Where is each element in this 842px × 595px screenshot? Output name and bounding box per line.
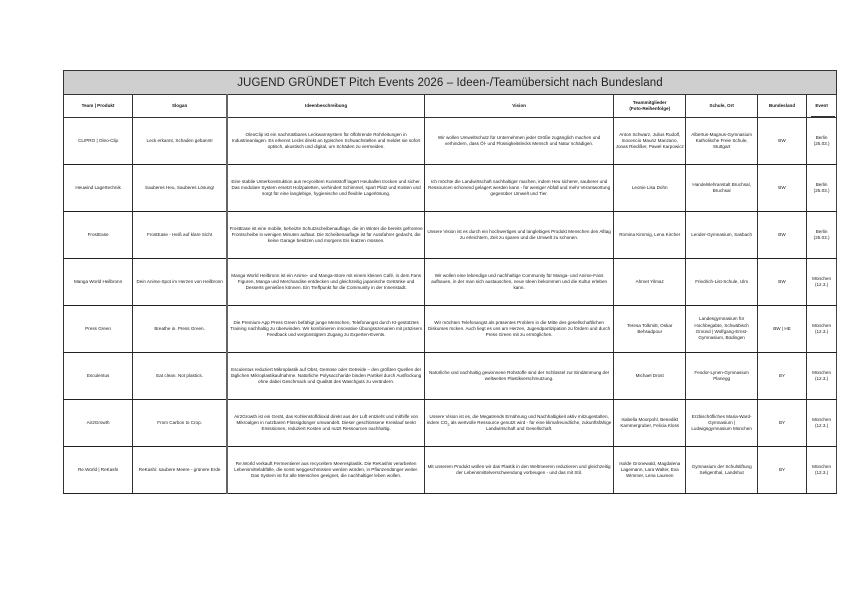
event-city: München [812, 416, 832, 422]
cell-vision: Natürliche und nachhaltig gewonnene Rohstoffe sind der Schlüssel zur Eindämmung der weltweiten Plastikverschmutzung. [425, 353, 614, 400]
cell-slogan: Dein Anime-Spot im Herzen von Heilbronn [133, 259, 227, 306]
cell-description: FrostEase ist eine mobile, beheizte Schutzscheibenauflage, die im Winter die bereits gefrorene Frontscheibe in wenigen Minuten auftaut. Die Scheibenauflage ist für Autofahrer gedacht, die keine Garage besitzen und morgens Eis kratzen müssen. [227, 212, 425, 259]
header-event: Event [807, 95, 837, 118]
cell-vision: Wir möchten Telefonangst als präsentes Problem in die Mitte des gesellschaftlichen Diskurses rücken. Auch liegt es uns am Herzen, Jugendpartizipation zu fördern und durch Press Green mit zu ermöglichen. [425, 306, 614, 353]
event-date: (25.03.) [813, 188, 830, 193]
cell-school: Handelslehranstalt Bruchsal, Bruchsal [686, 165, 757, 212]
header-members-line2: (Foto-Reihenfolge) [629, 106, 671, 111]
cell-state: BY [757, 400, 806, 447]
cell-event [807, 400, 837, 447]
event-date: (12.3.) [814, 423, 829, 428]
cell-state: BY [757, 353, 806, 400]
vision-text-pre: Unsere Vision ist es, die Megatrends Ernährung und Nachhaltigkeit aktiv mitzugestalten, indem CO [426, 413, 609, 425]
event-date: (12.3.) [814, 470, 829, 475]
cell-school: Friedrich-List-Schule, Ulm [686, 259, 757, 306]
header-state: Bundesland [757, 95, 806, 118]
event-date: (12.3.) [814, 329, 829, 334]
cell-vision [425, 400, 614, 447]
cell-members: Teresa Tolkmitt, Oskar Behsadpour [614, 306, 686, 353]
header-vision: Vision [425, 95, 614, 118]
event-date: (25.03.) [813, 141, 830, 146]
header-members [614, 95, 686, 118]
vision-subscript: 2 [447, 422, 450, 427]
header-team: Team | Produkt [64, 95, 133, 118]
cell-members: Michael Drost [614, 353, 686, 400]
document-title: JUGEND GRÜNDET Pitch Events 2026 – Ideen-/Teamübersicht nach Bundesland [64, 71, 837, 95]
cell-team: Manga World Heilbronn [64, 259, 133, 306]
event-city: München [812, 369, 832, 375]
cell-state: BW [757, 212, 806, 259]
cell-description: Manga World Heilbronn ist ein Anime- und Manga-Store mit einem kleinen Café, in dem Fans Figuren, Manga und Merchandise entdecken und gleichzeitig japanische Getränke und Desserts genießen können. Ein Treffpunkt für die Community in der Innenstadt. [227, 259, 425, 306]
table-edge-line [811, 116, 835, 117]
cell-description: Air2Growth ist ein Gerät, das Kohlenstoffdioxid direkt aus der Luft entzieht und mithilfe von Mikroalgen in nutzbaren Flüssigdünger umwandelt. Dieser geschlossene Kreislauf senkt Emissionen, reduziert Kosten und nutzt Ressourcen nachhaltig. [227, 400, 425, 447]
header-description: Ideenbeschreibung [227, 95, 425, 118]
event-date: (12.3.) [814, 376, 829, 381]
cell-slogan: FrostEase - Heiß auf klare Sicht [133, 212, 227, 259]
event-city: München [812, 463, 832, 469]
cell-slogan: Sauberes Heu, Sauberes Lösung! [133, 165, 227, 212]
cell-school: Landesgymnasium für Hochbegabte, Schwäbisch Gmünd | Wolfgang-Ernst-Gymnasium, Büdingen [686, 306, 757, 353]
header-school: Schule, Ort [686, 95, 757, 118]
cell-slogan: Eat clean. Not plastics. [133, 353, 227, 400]
cell-members: Isolde Gronewald, Magdalena Lagemann, Lara Walter, Eva Wimmer, Lena Laumen [614, 447, 686, 494]
header-members-line1: Teammitglieder [632, 99, 667, 105]
cell-school: Albertus-Magnus-Gymnasium Katholische Freie Schule, Stuttgart [686, 118, 757, 165]
cell-event [807, 306, 837, 353]
table-row [64, 353, 837, 400]
cell-team: Esculentus [64, 353, 133, 400]
table-row [64, 259, 837, 306]
cell-state: BW [757, 118, 806, 165]
cell-state: BW | HE [757, 306, 806, 353]
table-row [64, 165, 837, 212]
cell-event [807, 118, 837, 165]
event-date: (12.3.) [814, 282, 829, 287]
header-row [64, 95, 837, 118]
event-city: Berlin [815, 181, 828, 187]
cell-vision: Wir wollen Umweltschutz für Unternehmen jeder Größe zugänglich machen und verhindern, dass Öl- und Flüssigkeitslecks Mensch und Natur schädigen. [425, 118, 614, 165]
cell-state: BW [757, 165, 806, 212]
cell-members: Romina Kimmig, Lena Kircher [614, 212, 686, 259]
event-city: Berlin [815, 134, 828, 140]
pitch-overview-sheet [63, 70, 837, 494]
cell-vision: Mit unserem Produkt wollen wir das Plastik in den Weltmeeren reduzieren und gleichzeitig der Lebensmittelverschwendung vorbeugen - und das mit Stil. [425, 447, 614, 494]
cell-description: Re.World verkauft Fermentierer aus recyceltem Meeresplastik. Die ReKashis verarbeiten Lebensmittelabfälle, die sonst weggeschmissen werden würden, in Pflanzendünger weiter. Das System ist für alle Menschen geeignet, die nachhaltiger leben wollen. [227, 447, 425, 494]
event-city: Berlin [815, 228, 828, 234]
table-row [64, 400, 837, 447]
cell-team: Press Green [64, 306, 133, 353]
cell-slogan: From Carbon to Crop. [133, 400, 227, 447]
cell-description: Esculentus reduziert Mikroplastik auf Obst, Gemüse oder Getreide – den größten Quellen der täglichen Mikroplastikaufnahme. Natürliche Polysaccharide binden Partikel durch Ausflockung ohne dabei Geschmack und Qualität des Waschguts zu verändern. [227, 353, 425, 400]
cell-event [807, 165, 837, 212]
cell-slogan: ReKashi: saubere Meere - grünere Erde [133, 447, 227, 494]
event-date: (25.03.) [813, 235, 830, 240]
team-overview-table [63, 70, 837, 494]
cell-team: Heuwind Lagertechnik [64, 165, 133, 212]
table-row [64, 118, 837, 165]
cell-school: Gymnasium der Schulstiftung Seligenthal, Landshut [686, 447, 757, 494]
table-row [64, 306, 837, 353]
cell-team: Air2Growth [64, 400, 133, 447]
cell-event [807, 353, 837, 400]
cell-school: Feodor-Lynen-Gymnasium Planegg [686, 353, 757, 400]
cell-state: BY [757, 447, 806, 494]
cell-team: FrostEase [64, 212, 133, 259]
cell-event [807, 259, 837, 306]
cell-description: Die Premium-App Press Green befähigt junge Menschen, Telefonangst durch KI-gestütztes Training nachhaltig zu überwinden. Wir kombinieren innovative Übungsszenarien mit präzisem Feedback und vergünstigtem Zugang zu Experten-Events. [227, 306, 425, 353]
cell-slogan: Breathe in. Press Green. [133, 306, 227, 353]
table-row [64, 447, 837, 494]
table-row [64, 212, 837, 259]
cell-team: Re.World | ReKashi [64, 447, 133, 494]
cell-members: Anton Schwarz, Julius Rudolf, Inocencio Maunz Manzano, Jonas Riedißer, Pawel Karpowicz [614, 118, 686, 165]
cell-members: Leonie Lisa Dohn [614, 165, 686, 212]
event-city: München [812, 275, 832, 281]
event-city: München [812, 322, 832, 328]
cell-school: Erzbischöfliches Maria-Ward-Gymnasium | Ludwigsgymnasium München [686, 400, 757, 447]
header-slogan: Slogan [133, 95, 227, 118]
cell-school: Lender-Gymnasium, Sasbach [686, 212, 757, 259]
cell-state: BW [757, 259, 806, 306]
cell-vision: Unsere Vision ist es durch ein hochwertiges und langlebiges Produkt Menschen den Alltag zu erleichtern, Zeit zu sparen und die Umwelt zu schonen. [425, 212, 614, 259]
cell-team: CLIPRO | Oleo-Clip [64, 118, 133, 165]
cell-members: Isabella Moorpohl, Benedikt Kammergruber, Felicia Kloss [614, 400, 686, 447]
cell-event [807, 447, 837, 494]
cell-slogan: Leck erkannt, Schaden gebannt! [133, 118, 227, 165]
cell-vision: Ich möchte die Landwirtschaft nachhaltiger machen, indem Heu sicherer, sauberer und Ressourcen schonend gelagert werden kann - für weniger Abfall und mehr Verantwortung gegenüber Umwelt und Tier. [425, 165, 614, 212]
cell-description: OleoClip ist ein nachrüstbares Leckwarnsystem für ölführende Rohrleitungen in Industrieanlagen. Es erkennt Lecks direkt an typischen Schwachstellen und meldet sie sofort optisch, akustisch und digital, um Schäden zu vermeiden. [227, 118, 425, 165]
cell-members: Ahmet Yilmaz [614, 259, 686, 306]
vision-text-post: als wertvolle Ressource genutzt wird - für eine klimafreundliche, zukunftsfähige Landwirtschaft und Gesellschaft. [449, 419, 612, 432]
cell-description: Eine stabile Unterkonstruktion aus recyceltem Kunststoff lagert Heuballen trocken und sicher. Das modulare System ersetzt Holzpaletten, verhindert Schimmel, spart Platz und Kosten und sorgt für eine langlebige, hygienische und flexible Lagerlösung. [227, 165, 425, 212]
cell-vision: Wir wollen eine lebendige und nachhaltige Community für Manga- und Anime-Fans aufbauen, in der man sich austauschen, neue Ideen bekommen und die Kultur erleben kann. [425, 259, 614, 306]
cell-event [807, 212, 837, 259]
